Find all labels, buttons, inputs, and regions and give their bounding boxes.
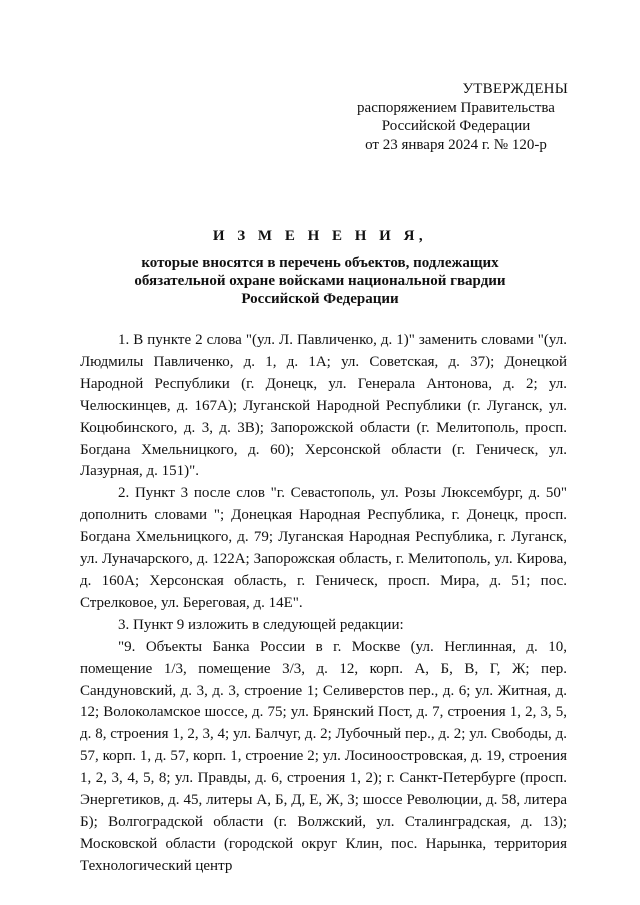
approval-line-order: распоряжением Правительства — [357, 99, 555, 116]
approval-line-date: от 23 января 2024 г. № 120-р — [365, 136, 547, 153]
approval-stamp — [340, 80, 572, 154]
document-title — [80, 227, 560, 308]
document-body — [80, 330, 571, 878]
title-line-3: Российской Федерации — [241, 291, 399, 307]
paragraph-1: 1. В пункте 2 слова "(ул. Л. Павличенко, д. 1)" заменить словами "(ул. Людмилы Павличенко, д. 1, д. 1А; ул. Советская, д. 37); Донецкой Народной Республики (г. Донецк, ул. Генерала Антонова, д. 2; ул. Челюскинцев, д. 167А); Луганской Народной Республики (г. Луганск, ул. Коцюбинского, д. 3, д. 3В); Запорожской области (г. Мелитополь, просп. Богдана Хмельницкого, д. 60); Херсонской области (г. Геническ, ул. Лазурная, д. 151)". — [80, 332, 571, 480]
paragraph-4: "9. Объекты Банка России в г. Москве (ул. Неглинная, д. 10, помещение 1/3, помещение 3/3, д. 12, корп. А, Б, В, Г, Ж; пер. Сандуновский, д. 3, д. 3, строение 1; Селиверстов пер., д. 6; ул. Житная, д. 12; Волоколамское шоссе, д. 75; ул. Брянский Пост, д. 7, строения 1, 2, 3, 5, д. 8, строения 1, 2, 3, 4; ул. Балчуг, д. 2; Лубочный пер., д. 2; ул. Свободы, д. 57, корп. 1, д. 57, корп. 1, строение 2; ул. Лосиноостровская, д. 19, строения 1, 2, 3, 4, 5, 8; ул. Правды, д. 6, строения 1, 2); г. Санкт-Петербурге (просп. Энергетиков, д. 45, литеры А, Б, Д, Е, Ж, З; шоссе Революции, д. 58, литера Б); Волгоградской области (г. Волжский, ул. Сталинградская, д. 13); Московской области (городской округ Клин, пос. Нарынка, территория Технологический центр — [80, 638, 571, 874]
approval-line-government: Российской Федерации — [381, 118, 531, 134]
title-main: И З М Е Н Е Н И Я, — [212, 228, 428, 244]
approval-heading: УТВЕРЖДЕНЫ — [462, 81, 568, 97]
title-line-1: которые вносятся в перечень объектов, подлежащих — [141, 255, 499, 271]
title-line-2: обязательной охране войсками национальной гвардии — [134, 273, 506, 289]
paragraph-3: 3. Пункт 9 изложить в следующей редакции: — [118, 616, 404, 633]
paragraph-2: 2. Пункт 3 после слов "г. Севастополь, ул. Розы Люксембург, д. 50" дополнить словами "; Донецкая Народная Республика, г. Донецк, просп. Богдана Хмельницкого, д. 79; Луганская Народная Республика, г. Луганск, ул. Луначарского, д. 122А; Запорожская область, г. Мелитополь, ул. Кирова, д. 160А; Херсонская область, г. Геническ, просп. Мира, д. 51; пос. Стрелковое, ул. Береговая, д. 14Е". — [80, 485, 571, 611]
